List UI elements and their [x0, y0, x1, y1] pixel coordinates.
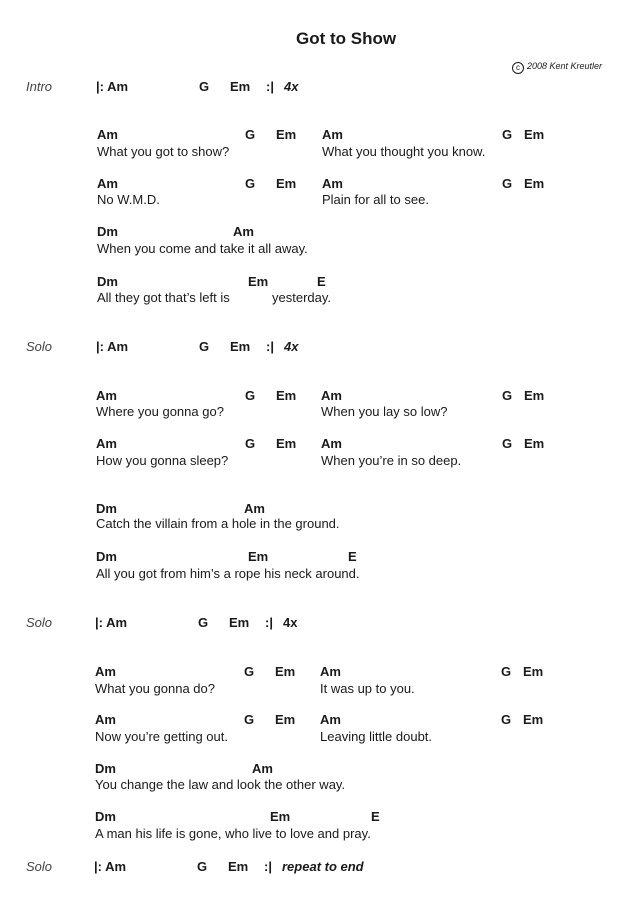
chord: Am — [321, 436, 342, 451]
chord: G — [197, 859, 208, 874]
chord: Em — [275, 712, 296, 727]
chord: Am — [244, 501, 265, 516]
chord: G — [245, 436, 256, 451]
chord: G — [199, 339, 210, 354]
lyric-line: What you thought you know. — [322, 144, 486, 159]
lyric-line: A man his life is gone, who live to love and pray. — [95, 826, 371, 841]
lyric-line: Where you gonna go? — [96, 404, 224, 419]
chord: Em — [230, 339, 251, 354]
chord: G — [245, 127, 256, 142]
chord: E — [317, 274, 326, 289]
chord: Dm — [95, 809, 116, 824]
chord: Em — [524, 127, 545, 142]
repeat-end-mark: :| — [264, 859, 272, 874]
section-label-solo: Solo — [26, 339, 53, 354]
chord: Dm — [95, 761, 116, 776]
chord: G — [502, 176, 513, 191]
chord: Em — [524, 176, 545, 191]
chord: Dm — [97, 274, 118, 289]
repeat-count: 4x — [283, 615, 298, 630]
lyric-line: No W.M.D. — [97, 192, 160, 207]
chord: G — [502, 127, 513, 142]
chord: Am — [233, 224, 254, 239]
chord: G — [244, 712, 255, 727]
chord: Em — [229, 615, 250, 630]
chord: Em — [276, 388, 297, 403]
chord: Em — [228, 859, 249, 874]
chord: G — [199, 79, 210, 94]
lyric-line: It was up to you. — [320, 681, 415, 696]
chord: |: Am — [95, 615, 128, 630]
chord: |: Am — [96, 79, 129, 94]
chord: Dm — [96, 501, 117, 516]
section-label-solo: Solo — [26, 615, 53, 630]
chord: |: Am — [96, 339, 129, 354]
chord: Em — [248, 549, 269, 564]
copyright-notice — [512, 62, 602, 74]
lyric-line: Now you’re getting out. — [95, 729, 228, 744]
chord: Em — [524, 388, 545, 403]
chord: G — [502, 388, 513, 403]
lyric-line: Catch the villain from a hole in the ground. — [96, 516, 340, 531]
chord: Am — [95, 712, 116, 727]
copyright-icon: c — [512, 62, 524, 74]
repeat-end-mark: :| — [266, 339, 274, 354]
chord: G — [245, 388, 256, 403]
lyric-line: When you’re in so deep. — [321, 453, 462, 468]
chord: Am — [322, 176, 343, 191]
chord: Em — [230, 79, 251, 94]
chord: Em — [248, 274, 269, 289]
lyric-line: All you got from him’s a rope his neck around. — [96, 566, 360, 581]
section-label-solo: Solo — [26, 859, 53, 874]
chord: Em — [270, 809, 291, 824]
lyric-line: Plain for all to see. — [322, 192, 429, 207]
chord: G — [244, 664, 255, 679]
chord: Am — [95, 664, 116, 679]
lyric-line: How you gonna sleep? — [96, 453, 229, 468]
lyric-line: All they got that’s left is — [97, 290, 230, 305]
chord: Dm — [97, 224, 118, 239]
repeat-instruction: repeat to end — [282, 859, 364, 874]
lyric-line: You change the law and look the other way. — [95, 777, 346, 792]
song-title: Got to Show — [296, 29, 397, 48]
lyric-line: What you gonna do? — [95, 681, 215, 696]
lyric-line: When you come and take it all away. — [97, 241, 308, 256]
repeat-end-mark: :| — [265, 615, 273, 630]
chord: Em — [275, 664, 296, 679]
chord: Am — [320, 664, 341, 679]
chord: Em — [523, 664, 544, 679]
chord: Em — [523, 712, 544, 727]
section-label-intro: Intro — [26, 79, 53, 94]
chord: Am — [252, 761, 273, 776]
chord: |: Am — [94, 859, 127, 874]
chord: Am — [320, 712, 341, 727]
chord: Em — [276, 436, 297, 451]
copyright-text: 2008 Kent Kreutler — [527, 61, 603, 71]
lyric-line: Leaving little doubt. — [320, 729, 433, 744]
repeat-end-mark: :| — [266, 79, 274, 94]
lyric-line: yesterday. — [272, 290, 332, 305]
repeat-count: 4x — [284, 79, 299, 94]
chord: Am — [321, 388, 342, 403]
chord: Am — [97, 127, 118, 142]
chord: G — [502, 436, 513, 451]
chord: G — [501, 712, 512, 727]
chord: Am — [322, 127, 343, 142]
chord: Em — [276, 127, 297, 142]
chord: G — [501, 664, 512, 679]
chord: G — [198, 615, 209, 630]
chord: Em — [276, 176, 297, 191]
lyric-line: What you got to show? — [97, 144, 230, 159]
chord: G — [245, 176, 256, 191]
chord: Em — [524, 436, 545, 451]
chord: Am — [96, 388, 117, 403]
repeat-count: 4x — [284, 339, 299, 354]
chord: E — [371, 809, 380, 824]
chord: Am — [96, 436, 117, 451]
lyric-line: When you lay so low? — [321, 404, 448, 419]
chord: Dm — [96, 549, 117, 564]
chord: E — [348, 549, 357, 564]
chord: Am — [97, 176, 118, 191]
